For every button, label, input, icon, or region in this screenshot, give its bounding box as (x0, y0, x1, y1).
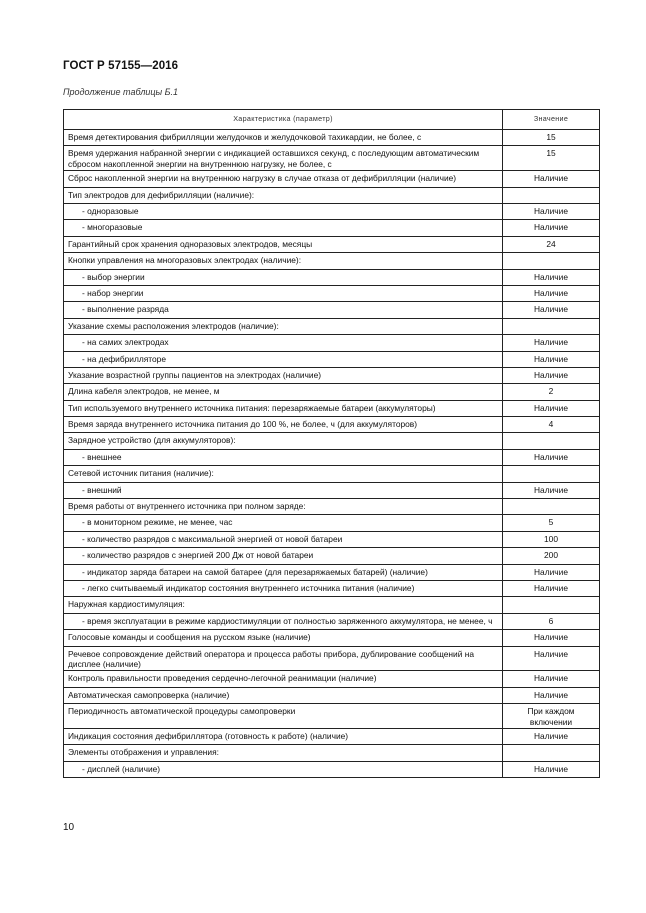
table-row (64, 187, 600, 203)
parameter-cell: - внешний (64, 482, 503, 498)
value-cell (503, 597, 600, 613)
parameter-cell: - одноразовые (64, 203, 503, 219)
value-cell (503, 466, 600, 482)
parameter-cell: - время эксплуатации в режиме кардиостимуляции от полностью заряженного аккумулятора, не менее, ч (64, 613, 503, 629)
table-row (64, 433, 600, 449)
value-cell: Наличие (503, 203, 600, 219)
parameter-cell: Индикация состояния дефибриллятора (готовность к работе) (наличие) (64, 728, 503, 744)
value-cell: Наличие (503, 687, 600, 703)
value-cell: Наличие (503, 761, 600, 777)
value-cell (503, 253, 600, 269)
value-cell: Наличие (503, 580, 600, 596)
parameter-cell: - количество разрядов с энергией 200 Дж от новой батареи (64, 548, 503, 564)
table-row (64, 564, 600, 580)
parameter-cell: - выбор энергии (64, 269, 503, 285)
parameter-cell: Тип используемого внутреннего источника питания: перезаряжаемые батареи (аккумуляторы) (64, 400, 503, 416)
table-row (64, 351, 600, 367)
value-cell: Наличие (503, 269, 600, 285)
table-row (64, 236, 600, 252)
table-row (64, 171, 600, 187)
parameter-cell: - на дефибрилляторе (64, 351, 503, 367)
table-row (64, 417, 600, 433)
value-cell: Наличие (503, 335, 600, 351)
table-row (64, 146, 600, 171)
parameter-cell: - в мониторном режиме, не менее, час (64, 515, 503, 531)
table-body (64, 130, 600, 778)
parameter-cell: Автоматическая самопроверка (наличие) (64, 687, 503, 703)
table-row (64, 400, 600, 416)
value-cell: При каждом включении (503, 704, 600, 729)
value-cell: 24 (503, 236, 600, 252)
column-header-parameter: Характеристика (параметр) (64, 110, 503, 130)
value-cell: 100 (503, 531, 600, 547)
parameter-cell: Речевое сопровождение действий оператора и процесса работы прибора, дублирование сообщений на дисплее (наличие) (64, 646, 503, 671)
page-number: 10 (63, 822, 75, 833)
table-row (64, 548, 600, 564)
value-cell: Наличие (503, 564, 600, 580)
table-row (64, 203, 600, 219)
value-cell: Наличие (503, 449, 600, 465)
table-row (64, 302, 600, 318)
parameter-cell: Указание схемы расположения электродов (наличие): (64, 318, 503, 334)
table-row (64, 253, 600, 269)
parameter-cell: Элементы отображения и управления: (64, 745, 503, 761)
parameter-cell: - на самих электродах (64, 335, 503, 351)
parameter-cell: Периодичность автоматической процедуры самопроверки (64, 704, 503, 729)
value-cell (503, 745, 600, 761)
value-cell: 15 (503, 130, 600, 146)
table-row (64, 449, 600, 465)
table-continuation-caption: Продолжение таблицы Б.1 (63, 87, 179, 97)
parameter-cell: - легко считываемый индикатор состояния внутреннего источника питания (наличие) (64, 580, 503, 596)
value-cell: 15 (503, 146, 600, 171)
parameter-cell: Время заряда внутреннего источника питания до 100 %, не более, ч (для аккумуляторов) (64, 417, 503, 433)
table-row (64, 580, 600, 596)
parameter-cell: Сетевой источник питания (наличие): (64, 466, 503, 482)
value-cell: 6 (503, 613, 600, 629)
specification-table (63, 109, 600, 778)
value-cell (503, 499, 600, 515)
parameter-cell: Гарантийный срок хранения одноразовых электродов, месяцы (64, 236, 503, 252)
value-cell: Наличие (503, 671, 600, 687)
value-cell: Наличие (503, 482, 600, 498)
parameter-cell: - внешнее (64, 449, 503, 465)
document-title: ГОСТ Р 57155—2016 (63, 60, 179, 72)
table-row (64, 130, 600, 146)
table-row (64, 269, 600, 285)
table-row (64, 515, 600, 531)
parameter-cell: Время работы от внутреннего источника при полном заряде: (64, 499, 503, 515)
parameter-cell: Длина кабеля электродов, не менее, м (64, 384, 503, 400)
table-row (64, 704, 600, 729)
value-cell: Наличие (503, 728, 600, 744)
parameter-cell: Указание возрастной группы пациентов на электродах (наличие) (64, 367, 503, 383)
parameter-cell: Время детектирования фибрилляции желудочков и желудочковой тахикардии, не более, с (64, 130, 503, 146)
value-cell: 2 (503, 384, 600, 400)
table-row (64, 613, 600, 629)
parameter-cell: Время удержания набранной энергии с индикацией оставшихся секунд, с последующим автоматическим сбросом накопленной энергии на внутреннюю нагрузку, не более, с (64, 146, 503, 171)
value-cell: Наличие (503, 302, 600, 318)
value-cell: Наличие (503, 285, 600, 301)
value-cell: Наличие (503, 646, 600, 671)
parameter-cell: Кнопки управления на многоразовых электродах (наличие): (64, 253, 503, 269)
value-cell: Наличие (503, 400, 600, 416)
table-row (64, 630, 600, 646)
table-row (64, 728, 600, 744)
table-row (64, 499, 600, 515)
parameter-cell: - количество разрядов с максимальной энергией от новой батареи (64, 531, 503, 547)
table-row (64, 466, 600, 482)
parameter-cell: Зарядное устройство (для аккумуляторов): (64, 433, 503, 449)
table-row (64, 761, 600, 777)
table-row (64, 531, 600, 547)
value-cell (503, 433, 600, 449)
parameter-cell: Тип электродов для дефибрилляции (наличие): (64, 187, 503, 203)
value-cell: Наличие (503, 630, 600, 646)
column-header-value: Значение (503, 110, 600, 130)
parameter-cell: - набор энергии (64, 285, 503, 301)
parameter-cell: Контроль правильности проведения сердечно-легочной реанимации (наличие) (64, 671, 503, 687)
table-row (64, 687, 600, 703)
table-row (64, 482, 600, 498)
value-cell: 200 (503, 548, 600, 564)
table-header-row (64, 110, 600, 130)
value-cell: 4 (503, 417, 600, 433)
table-row (64, 745, 600, 761)
parameter-cell: - индикатор заряда батареи на самой батарее (для перезаряжаемых батарей) (наличие) (64, 564, 503, 580)
value-cell: 5 (503, 515, 600, 531)
parameter-cell: - многоразовые (64, 220, 503, 236)
table-row (64, 367, 600, 383)
table-row (64, 318, 600, 334)
parameter-cell: - дисплей (наличие) (64, 761, 503, 777)
table-row (64, 646, 600, 671)
value-cell: Наличие (503, 351, 600, 367)
parameter-cell: Сброс накопленной энергии на внутреннюю нагрузку в случае отказа от дефибрилляции (наличие) (64, 171, 503, 187)
value-cell: Наличие (503, 171, 600, 187)
table-row (64, 597, 600, 613)
value-cell (503, 318, 600, 334)
parameter-cell: Наружная кардиостимуляция: (64, 597, 503, 613)
table-row (64, 285, 600, 301)
table-row (64, 671, 600, 687)
value-cell (503, 187, 600, 203)
value-cell: Наличие (503, 367, 600, 383)
parameter-cell: - выполнение разряда (64, 302, 503, 318)
table-row (64, 335, 600, 351)
parameter-cell: Голосовые команды и сообщения на русском языке (наличие) (64, 630, 503, 646)
table-row (64, 384, 600, 400)
table-row (64, 220, 600, 236)
value-cell: Наличие (503, 220, 600, 236)
